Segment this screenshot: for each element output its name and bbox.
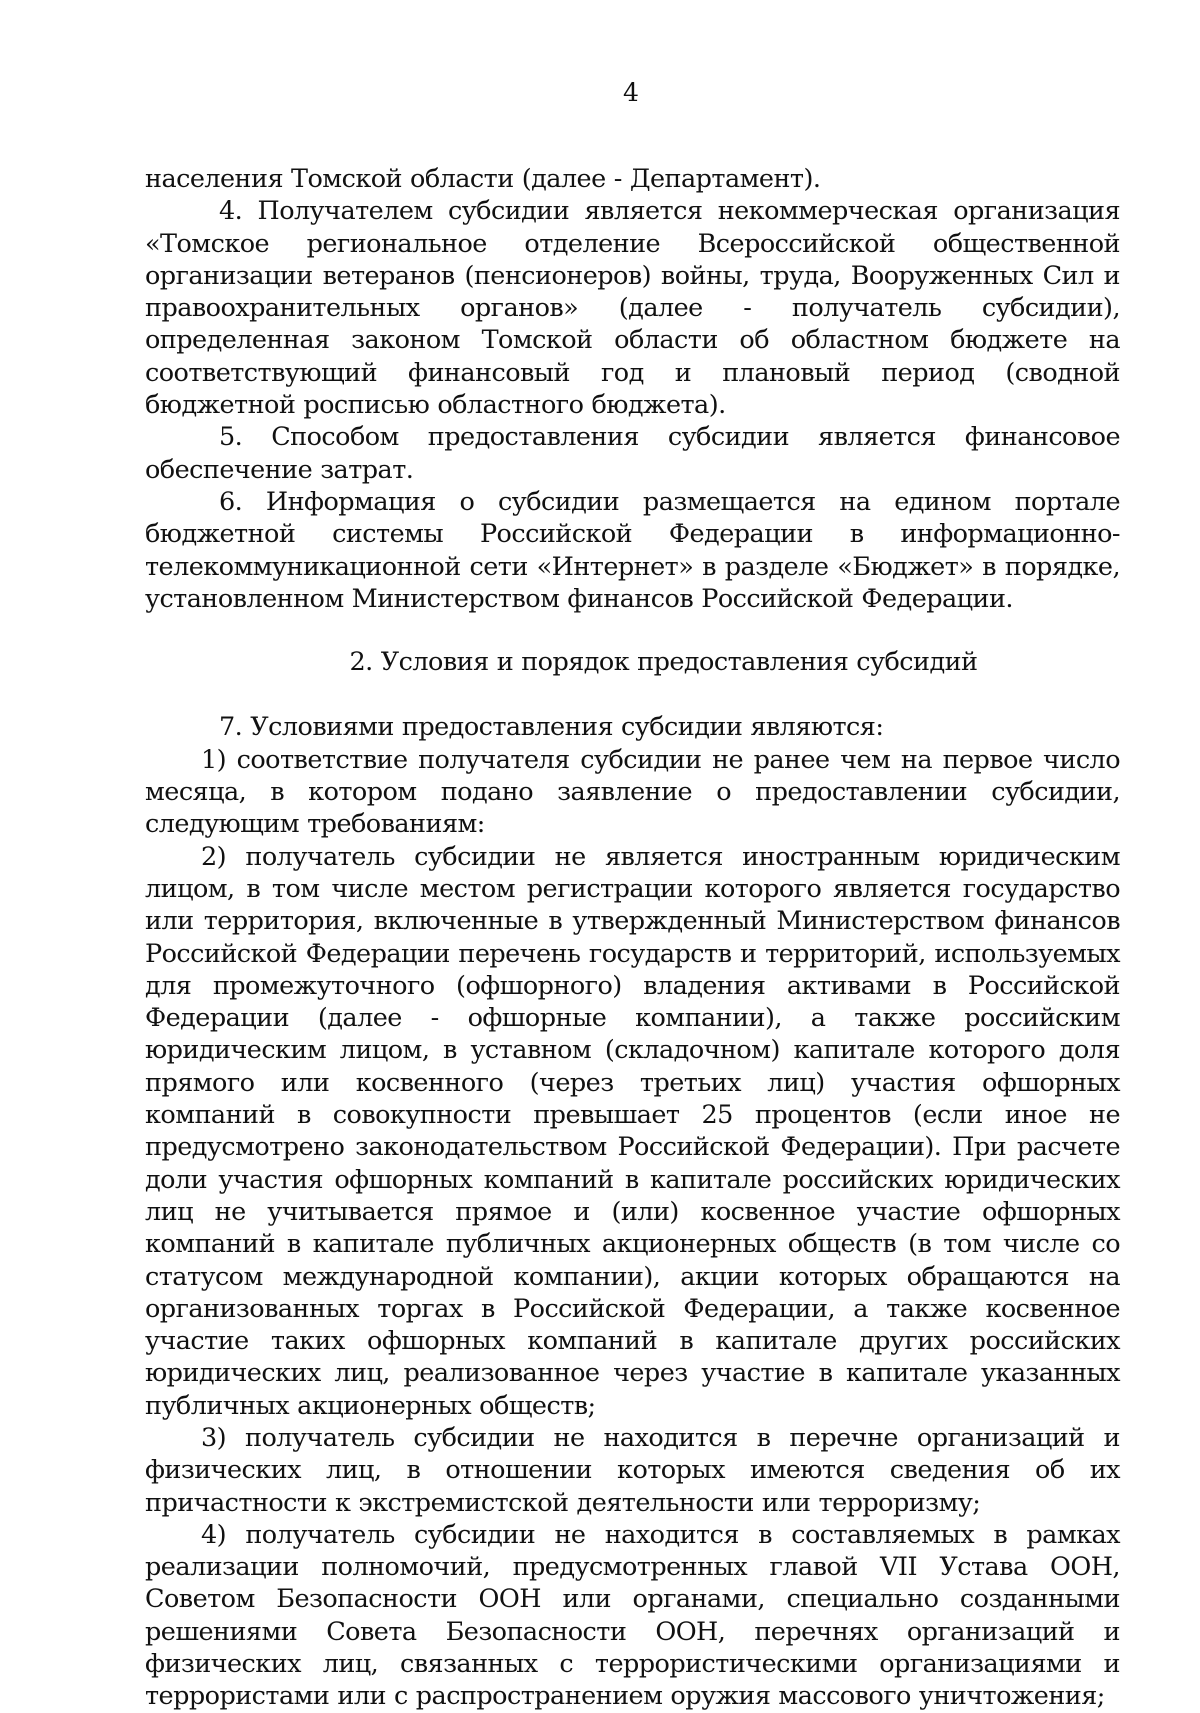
subitem-4: 4) получатель субсидии не находится в составляемых в рамках реализации полномочий, предусмотренных главой VII Устава ООН, Советом Безопасности ООН или органами, специально созданными решениями Совета Безопасности ООН, перечнях организаций и физических лиц, связанных с террористическими организациями и террористами или с распространением оружия массового уничтожения; bbox=[145, 1519, 1120, 1712]
paragraph-continuation: населения Томской области (далее - Департамент). bbox=[145, 164, 821, 194]
subitem-3: 3) получатель субсидии не находится в перечне организаций и физических лиц, в отношении которых имеются сведения об их причастности к экстремистской деятельности или терроризму; bbox=[145, 1422, 1120, 1518]
subitem-2: 2) получатель субсидии не является иностранным юридическим лицом, в том числе местом регистрации которого является государство или территория, включенные в утвержденный Министерством финансов Российской Федерации перечень государств и территорий, используемых для промежуточного (офшорного) владения активами в Российской Федерации (далее - офшорные компании), а также российским юридическим лицом, в уставном (складочном) капитале которого доля прямого или косвенного (через третьих лиц) участия офшорных компаний в совокупности превышает 25 процентов (если иное не предусмотрено законодательством Российской Федерации). При расчете доли участия офшорных компаний в капитале российских юридических лиц не учитывается прямое и (или) косвенное участие офшорных компаний в капитале публичных акционерных обществ (в том числе со статусом международной компании), акции которых обращаются на организованных торгах в Российской Федерации, а также косвенное участие таких офшорных компаний в капитале других российских юридических лиц, реализованное через участие в капитале указанных публичных акционерных обществ; bbox=[145, 841, 1120, 1421]
page-number: 4 bbox=[623, 78, 639, 107]
paragraph-item-6: 6. Информация о субсидии размещается на едином портале бюджетной системы Российской Федерации в информационно-телекоммуникационной сети «Интернет» в разделе «Бюджет» в порядке, установленном Министерством финансов Российской Федерации. bbox=[145, 486, 1120, 614]
paragraph-item-5: 5. Способом предоставления субсидии является финансовое обеспечение затрат. bbox=[145, 422, 1120, 485]
paragraph-item-4: 4. Получателем субсидии является некоммерческая организация «Томское региональное отделение Всероссийской общественной организации ветеранов (пенсионеров) войны, труда, Вооруженных Сил и правоохранительных органов» (далее - получатель субсидии), определенная законом Томской области об областном бюджете на соответствующий финансовый год и плановый период (сводной бюджетной росписью областного бюджета). bbox=[145, 196, 1120, 421]
section-heading: 2. Условия и порядок предоставления субсидий bbox=[349, 647, 978, 678]
document-body bbox=[145, 163, 1120, 1713]
subitem-1: 1) соответствие получателя субсидии не ранее чем на первое число месяца, в котором подано заявление о предоставлении субсидии, следующим требованиям: bbox=[145, 744, 1120, 840]
paragraph-item-7: 7. Условиями предоставления субсидии являются: bbox=[219, 712, 884, 743]
